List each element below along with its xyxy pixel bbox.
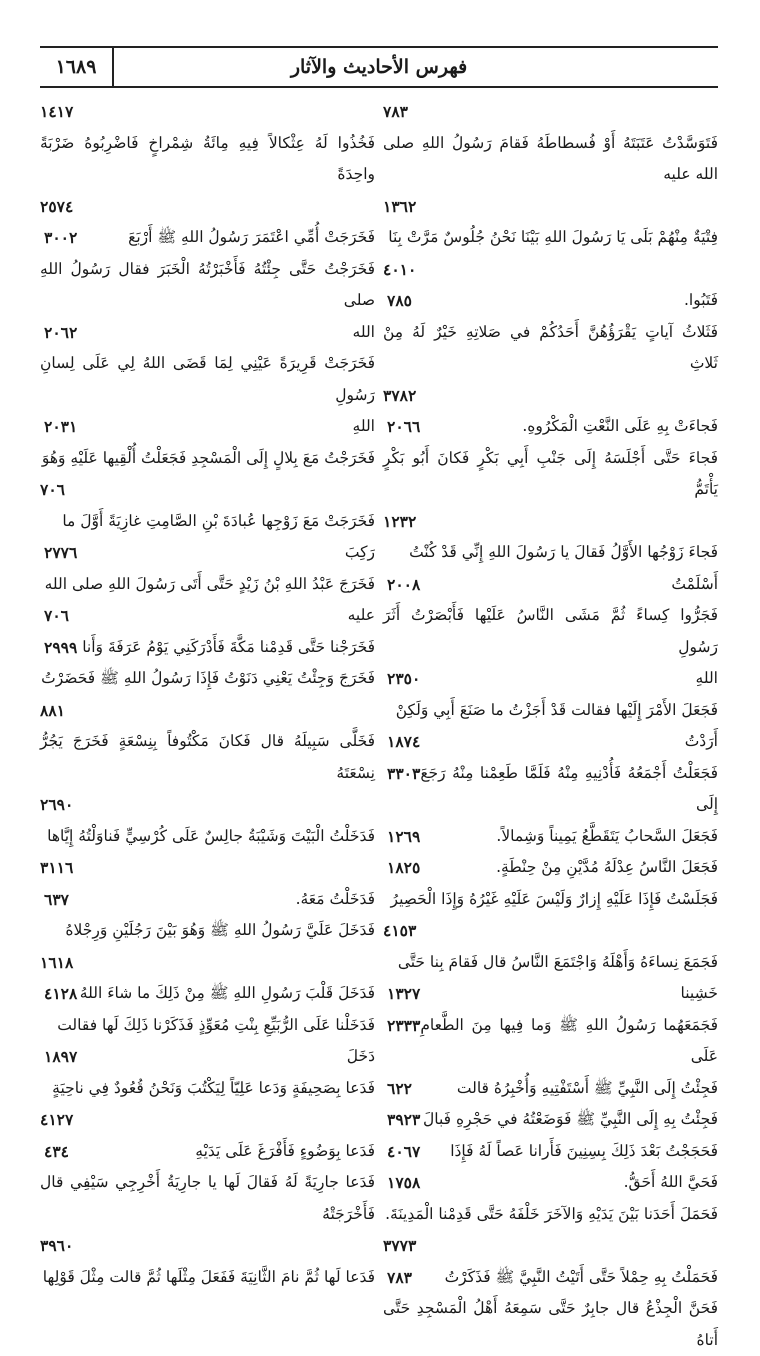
reference-number: ٧٨٥ [387,291,412,310]
index-entry [40,632,375,664]
index-entry [40,443,375,475]
reference-number: ٢٣٥٠ [387,669,421,688]
index-entry [383,1262,718,1294]
index-entry [383,758,718,821]
entry-text: رَكِبَ [344,543,375,561]
entry-text: فَخَلَّى سَبِيلَهُ قال فَكانَ مَكْتُوفاً بِنِسْعَةٍ فَخَرَجَ يَجُرُّ نِسْعَتَهُ [40,732,375,782]
reference-number: ٢٠٦٦ [387,417,421,436]
index-entry [40,96,375,128]
index-entry [40,852,375,884]
entry-text: اللهِ [695,669,718,687]
index-entry [40,1230,375,1262]
reference-number: ٤٠٦٧ [387,1141,421,1161]
entry-text: فَجَرُّوا كِساءً ثُمَّ مَشَى النَّاسُ عَلَيْها فَأَبْصَرْتُ أَثَرَ رَسُولِ [383,606,718,656]
reference-number: ١٢٦٩ [387,826,421,846]
entry-text: فَخَرَجْتُ حَتَّى جِئْتُهُ فَأَخْبَرْتُهُ الْخَبَرَ فقال رَسُولُ اللهِ صلى [40,259,375,309]
entry-text: فَدَخَلْنا عَلَى الرُّبَيِّعِ بِنْتِ مُعَوِّذٍ فَذَكَرْنا ذَلِكَ لَها فقالت [57,1015,375,1034]
entry-text: فَخَرَجَتْ مَعَ زَوْجِها عُبادَةَ بْنِ الصَّامِتِ غازِيَةً أَوَّلَ ما [62,511,375,530]
entry-text: فَحَمَلْتُ بِهِ حِمْلاً حَتَّى أَتَيْتُ النَّبِيَّ ﷺ فَذَكَرْتُ [444,1267,718,1286]
index-entry [383,506,718,538]
entry-text: اللهِ [352,417,375,435]
entry-text: فَحَيَّ اللهُ أَحَقُّ. [623,1173,718,1191]
reference-number: ٢٩٩٩ [44,637,78,657]
reference-number: ٦٢٢ [387,1078,412,1098]
index-entry [383,191,718,223]
index-entry [40,600,375,632]
reference-number: ١٨٢٥ [387,858,421,877]
reference-number: ٢٦٩٠ [40,795,74,814]
reference-number: ٣٩٢٣ [387,1110,421,1129]
reference-number: ٣٧٨٢ [383,385,417,405]
index-entry [383,317,718,380]
index-entry [383,600,718,663]
entry-text: فَدَعا لَها ثُمَّ نامَ الثَّانِيَةَ فَفَعَلَ مِثْلَها ثُمَّ قالت مِثْلَ قَوْلِها [42,1267,375,1286]
reference-number: ١٤١٧ [40,102,74,121]
entry-text: فَجَعَلْتُ أَجْمَعُهُ فَأُدْنِيهِ مِنْهُ فَلَمَّا طَعِمْنا مِنْهُ رَجَعَ إِلَى [420,763,718,813]
entry-text: فَدَخَلَ عَلَيَّ رَسُولُ اللهِ ﷺ وَهُوَ بَيْنَ رَجُلَيْنِ وَرِجْلاهُ [65,921,375,939]
index-columns [40,96,718,1356]
entry-text: فَحَنَّ الْجِذْعُ قال جابِرٌ حَتَّى سَمِعَهُ أَهْلُ الْمَسْجِدِ حَتَّى أَتاهُ [383,1299,718,1349]
index-entry [40,1262,375,1294]
index-entry [40,1041,375,1073]
entry-text: فَدَخَلْتُ مَعَهُ. [295,889,375,908]
page-number: ١٦٨٩ [40,48,114,86]
reference-number: ٢٣٣٣ [387,1015,421,1035]
index-entry [40,978,375,1010]
index-entry [40,506,375,538]
index-entry [383,537,718,569]
reference-number: ٧٠٦ [40,480,65,499]
entry-text: الله [352,322,375,341]
reference-number: ٢٠٦٢ [44,322,78,342]
entry-text: أَسْلَمْتُ [671,574,718,593]
index-entry [40,128,375,191]
reference-number: ١٨٩٧ [44,1047,78,1066]
index-entry [40,1167,375,1230]
index-entry [383,222,718,254]
entry-text: فَجِئْتُ إِلَى النَّبِيِّ ﷺ أَسْتَفْتِيهِ وَأُخْبِرُهُ قالت [456,1078,718,1097]
index-entry [383,884,718,916]
index-entry [383,663,718,695]
entry-text: فِتْيَةٌ مِنْهُمْ بَلَى يَا رَسُولَ اللهِ بَيْنَا نَحْنُ جُلُوسٌ مَرَّتْ بِنَا [388,228,718,246]
index-entry [383,96,718,128]
entry-text: فَجَعَلَ النَّاسُ عِدْلَهُ مُدَّيْنِ مِنْ حِنْطَةٍ. [496,858,718,876]
index-entry [383,1293,718,1356]
index-entry [383,978,718,1010]
index-entry [383,821,718,853]
index-entry [40,884,375,916]
index-entry [383,569,718,601]
index-entry [383,915,718,947]
right-column [383,96,718,1356]
entry-text: فَخَرَجَتْ قَرِيرَةً عَيْنِي لِمَا قَضَى اللهُ لِي عَلَى لِسانِ رَسُولِ [40,354,375,404]
left-column [40,96,375,1356]
index-entry [383,443,718,506]
index-entry [40,254,375,317]
entry-text: أَرَدْتُ [684,732,718,750]
index-entry [40,821,375,853]
entry-text: فَخَرَجْنا حَتَّى قَدِمْنا مَكَّةَ فَأَدْرَكَنِي يَوْمُ عَرَفَةَ وَأَنا [82,637,375,656]
index-entry [383,1104,718,1136]
reference-number: ٢٥٧٤ [40,196,74,216]
index-entry [383,726,718,758]
reference-number: ٤١٥٣ [383,921,417,940]
index-entry [383,254,718,286]
reference-number: ٤٠١٠ [383,259,417,279]
index-entry [383,380,718,412]
index-entry [40,317,375,349]
reference-number: ١٢٣٢ [383,511,417,531]
reference-number: ١٦١٨ [40,952,74,972]
index-entry [40,1104,375,1136]
entry-text: فَخَرَجَتْ أُمِّي اعْتَمَرَ رَسُولُ اللهِ ﷺ أَرْبَعَ [128,228,375,246]
index-entry [40,537,375,569]
index-entry [40,191,375,223]
index-entry [383,695,718,727]
entry-text: فَجَمَعَهُما رَسُولُ اللهِ ﷺ وَما فِيها مِنَ الطَّعامِ عَلَى [420,1015,718,1065]
page-title: فهرس الأحاديث والآثار [290,56,468,78]
index-entry [40,1010,375,1042]
reference-number: ١٧٥٨ [387,1173,421,1192]
index-entry [383,1167,718,1199]
index-entry [40,222,375,254]
index-entry [383,1010,718,1073]
entry-text: فَجاءَ زَوْجُها الأَوَّلُ فَقالَ يا رَسُولَ اللهِ إِنِّي قَدْ كُنْتُ [409,543,718,561]
entry-text: خَشِينا [680,984,718,1002]
reference-number: ١٨٧٤ [387,732,421,751]
index-entry [40,474,375,506]
index-entry [40,947,375,979]
reference-number: ٧٨٣ [387,1267,412,1287]
index-entry [383,1136,718,1168]
index-entry [383,411,718,443]
reference-number: ٣٠٠٢ [44,228,78,247]
entry-text: فَجاءَتْ بِهِ عَلَى النَّعْتِ الْمَكْرُوهِ. [522,417,718,435]
index-entry [383,1199,718,1231]
entry-text: فَدَعا جارِيَةً لَهُ فَقالَ لَها يا جارِيَةُ أَخْرِجِي سَيْفِي قال فَأَخْرَجَتْهُ [40,1173,375,1223]
index-entry [40,663,375,695]
entry-text: فَدَخَلْتُ الْبَيْتَ وَشَيْبَةُ جالِسٌ عَلَى كُرْسِيٍّ فَناوَلْتُهُ إِيَّاها [47,826,375,845]
reference-number: ١٣٦٢ [383,196,417,216]
entry-text: فَتَبُوا. [683,291,718,309]
reference-number: ٧٨٣ [383,102,408,121]
index-entry [383,128,718,191]
entry-text: فَجَمَعَ نِساءَهُ وَأَهْلَهُ وَاجْتَمَعَ النَّاسُ قال فَقامَ بِنا حَتَّى [397,952,718,971]
index-entry [40,569,375,601]
reference-number: ٦٣٧ [44,889,69,909]
reference-number: ٣٩٦٠ [40,1236,74,1255]
reference-number: ٧٠٦ [44,606,69,625]
entry-text: فَخَرَجْتُ مَعَ بِلالٍ إِلَى الْمَسْجِدِ فَجَعَلْتُ أُلْقِيها عَلَيْهِ وَهُوَ [41,448,375,467]
reference-number: ٣١١٦ [40,858,74,877]
reference-number: ٢٠٣١ [44,417,78,436]
reference-number: ٤٣٤ [44,1141,69,1161]
book-page [40,46,718,1349]
index-entry [40,915,375,947]
entry-text: فَحَمَلَ أَحَدَنا بَيْنَ يَدَيْهِ وَالآخَرَ خَلْفَهُ حَتَّى قَدِمْنا الْمَدِينَةَ. [385,1204,718,1223]
reference-number: ٣٣٠٣ [387,763,421,783]
entry-text: فَجِئْتُ بِهِ إِلَى النَّبِيِّ ﷺ فَوَضَعْتُهُ في حَجْرِهِ فَبالَ [422,1110,718,1128]
entry-text: فَجاءَ حَتَّى أَجْلَسَهُ إِلَى جَنْبِ أَبِي بَكْرٍ فَكانَ أَبُو بَكْرٍ يَأْتَمُّ [383,448,718,498]
reference-number: ٣٧٧٣ [383,1236,417,1255]
reference-number: ٤١٢٨ [44,984,78,1003]
index-entry [40,695,375,727]
index-entry [40,726,375,789]
entry-text: فَخَرَجَ عَبْدُ اللهِ بْنُ زَيْدٍ حَتَّى أَتَى رَسُولَ اللهِ صلى الله [44,574,375,593]
entry-text: فَحَجَجْتُ بَعْدَ ذَلِكَ بِسِنِينَ فَأَرانا عَصاً لَهُ فَإِذَا [450,1141,718,1160]
entry-text: فَخَرَجَ وَجِئْتُ يَعْنِي دَنَوْتُ فَإِذَا رَسُولُ اللهِ ﷺ فَحَضَرْتُ [41,669,375,687]
index-entry [40,348,375,411]
index-entry [383,1073,718,1105]
reference-number: ٨٨١ [40,700,65,720]
entry-text: فَدَخَلَ قَلْبَ رَسُولِ اللهِ ﷺ مِنْ ذَلِكَ ما شاءَ اللهُ [79,984,375,1002]
reference-number: ١٣٢٧ [387,984,421,1003]
entry-text: فَجَعَلَ السَّحابُ يَتَقَطَّعُ يَمِيناً وَشِمالاً. [496,826,718,845]
entry-text: فَثَلاثُ آياتٍ يَقْرَؤُهُنَّ أَحَدُكُمْ في صَلاتِهِ خَيْرٌ لَهُ مِنْ ثَلاثِ [383,322,718,372]
index-entry [40,411,375,443]
index-entry [383,852,718,884]
index-entry [383,947,718,979]
entry-text: فَتَوَسَّدْتُ عَتَبَتَهُ أَوْ فُسطاطَهُ فَقامَ رَسُولُ اللهِ صلى الله عليه [383,133,718,183]
reference-number: ٢٠٠٨ [387,574,421,594]
entry-text: فَخُذُوا لَهُ عِثْكالاً فِيهِ مِائَةُ شِمْراخٍ فَاضْرِبُوهُ ضَرْبَةً واحِدَةً [40,133,375,183]
entry-text: دَخَلَ [346,1047,375,1065]
reference-number: ٤١٢٧ [40,1110,74,1129]
page-header [40,46,718,88]
entry-text: عليه [347,606,375,624]
index-entry [383,285,718,317]
index-entry [40,1073,375,1105]
entry-text: فَجَلَسْتُ فَإِذَا عَلَيْهِ إِزارٌ وَلَيْسَ عَلَيْهِ غَيْرُهُ وَإِذَا الْحَصِيرُ [390,889,718,908]
index-entry [40,789,375,821]
index-entry [383,1230,718,1262]
entry-text: فَدَعا بِصَحِيفَةٍ وَدَعا عَلِيّاً لِيَكْتُبَ وَنَحْنُ قُعُودٌ فِي ناحِيَةٍ [52,1078,375,1097]
index-entry [40,1136,375,1168]
reference-number: ٢٧٧٦ [44,543,78,562]
entry-text: فَجَعَلَ الأَمْرَ إِلَيْها فقالت قَدْ أَجَزْتُ ما صَنَعَ أَبِي وَلَكِنْ [395,700,718,719]
entry-text: فَدَعا بِوَضُوءٍ فَأَفْرَغَ عَلَى يَدَيْهِ [195,1141,375,1160]
